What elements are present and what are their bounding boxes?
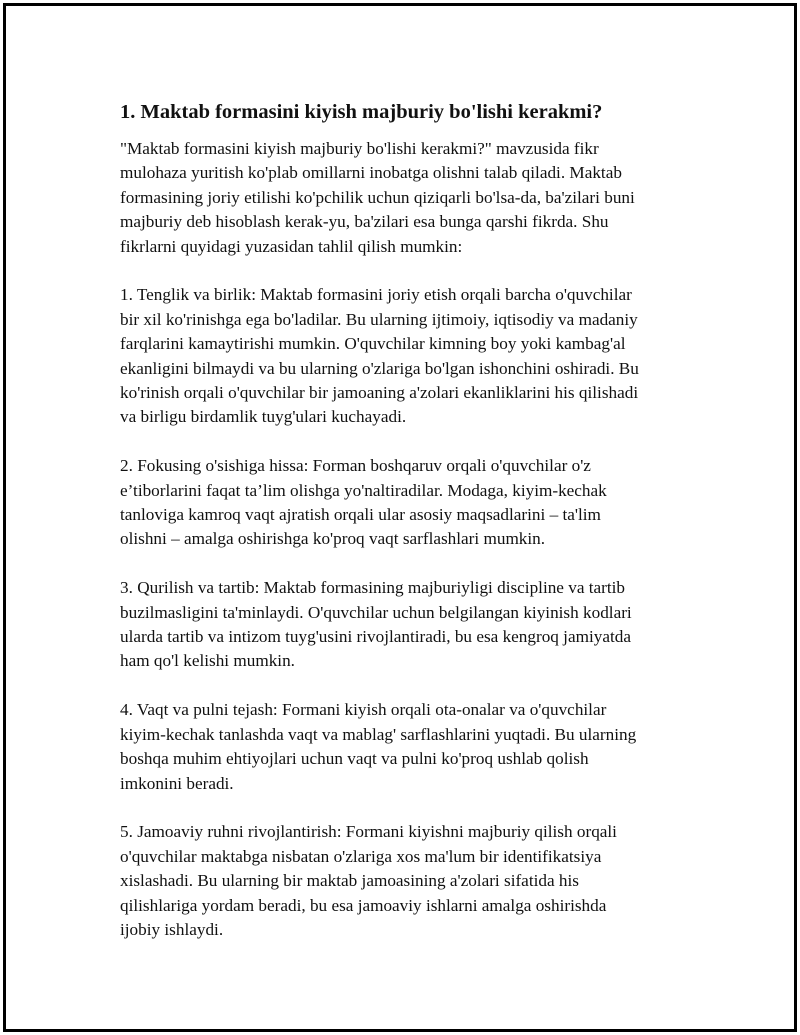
text-line: imkonini beradi. (120, 773, 234, 793)
text-line: ekanligini bilmaydi va bu ularning o'zlariga bo'lgan ishonchini oshiradi. Bu (120, 358, 639, 378)
text-line: buzilmasligini ta'minlaydi. O'quvchilar uchun belgilangan kiyinish kodlari (120, 602, 632, 622)
text-line: 2. Fokusing o'sishiga hissa: Forman boshqaruv orqali o'quvchilar o'z (120, 456, 591, 476)
text-line: qilishlariga yordam beradi, bu esa jamoaviy ishlarni amalga oshirishda (120, 895, 607, 915)
text-line: 3. Qurilish va tartib: Maktab formasining majburiyligi discipline va tartib (120, 578, 626, 598)
paragraph-point-1 (120, 283, 680, 429)
paragraph-point-4 (120, 698, 680, 796)
paragraph-intro (120, 137, 680, 259)
text-line: mulohaza yuritish ko'plab omillarni inobatga olishni talab qiladi. Maktab (120, 163, 622, 183)
document-body (120, 98, 680, 967)
text-line: kiyim-kechak tanlashda vaqt va mablag' sarflashlarini yuqtadi. Bu ularning (120, 724, 637, 744)
text-line: 1. Tenglik va birlik: Maktab formasini joriy etish orqali barcha o'quvchilar (120, 285, 632, 305)
text-line: tanloviga kamroq vaqt ajratish orqali ular asosiy maqsadlarini – ta'lim (120, 505, 601, 525)
paragraph-point-3 (120, 576, 680, 674)
text-line: majburiy deb hisoblash kerak-yu, ba'zilari esa bunga qarshi fikrda. Shu (120, 212, 609, 232)
text-line: 4. Vaqt va pulni tejash: Formani kiyish orqali ota-onalar va o'quvchilar (120, 700, 607, 720)
paragraph-point-2 (120, 454, 680, 552)
text-line: fikrlarni quyidagi yuzasidan tahlil qilish mumkin: (120, 236, 463, 256)
text-line: "Maktab formasini kiyish majburiy bo'lishi kerakmi?" mavzusida fikr (120, 139, 599, 158)
text-line: farqlarini kamaytirishi mumkin. O'quvchilar kimning boy yoki kambag'al (120, 334, 626, 354)
document-title: 1. Maktab formasini kiyish majburiy bo'lishi kerakmi? (120, 101, 603, 123)
text-line: o'quvchilar maktabga nisbatan o'zlariga xos ma'lum bir identifikatsiya (120, 846, 602, 866)
text-line: xislashadi. Bu ularning bir maktab jamoasining a'zolari sifatida his (120, 871, 579, 891)
paragraph-point-5 (120, 820, 680, 942)
text-line: e’tiborlarini faqat ta’lim olishga yo'naltiradilar. Modaga, kiyim-kechak (120, 480, 607, 500)
text-line: ijobiy ishlaydi. (120, 919, 224, 939)
text-line: va birligu birdamlik tuyg'ulari kuchayadi. (120, 407, 407, 427)
page-frame (3, 3, 797, 1032)
text-line: boshqa muhim ehtiyojlari uchun vaqt va pulni ko'proq ushlab qolish (120, 749, 589, 769)
text-line: ham qo'l kelishi mumkin. (120, 651, 295, 671)
text-line: ularda tartib va intizom tuyg'usini rivojlantiradi, bu esa kengroq jamiyatda (120, 627, 631, 647)
text-line: bir xil ko'rinishga ega bo'ladilar. Bu ularning ijtimoiy, iqtisodiy va madaniy (120, 309, 638, 329)
text-line: 5. Jamoaviy ruhni rivojlantirish: Formani kiyishni majburiy qilish orqali (120, 822, 617, 842)
text-line: ko'rinish orqali o'quvchilar bir jamoaning a'zolari ekanliklarini his qilishadi (120, 383, 639, 403)
text-line: formasining joriy etilishi ko'pchilik uchun qiziqarli bo'lsa-da, ba'zilari buni (120, 187, 635, 207)
text-line: olishni – amalga oshirishga ko'proq vaqt sarflashlari mumkin. (120, 529, 546, 549)
